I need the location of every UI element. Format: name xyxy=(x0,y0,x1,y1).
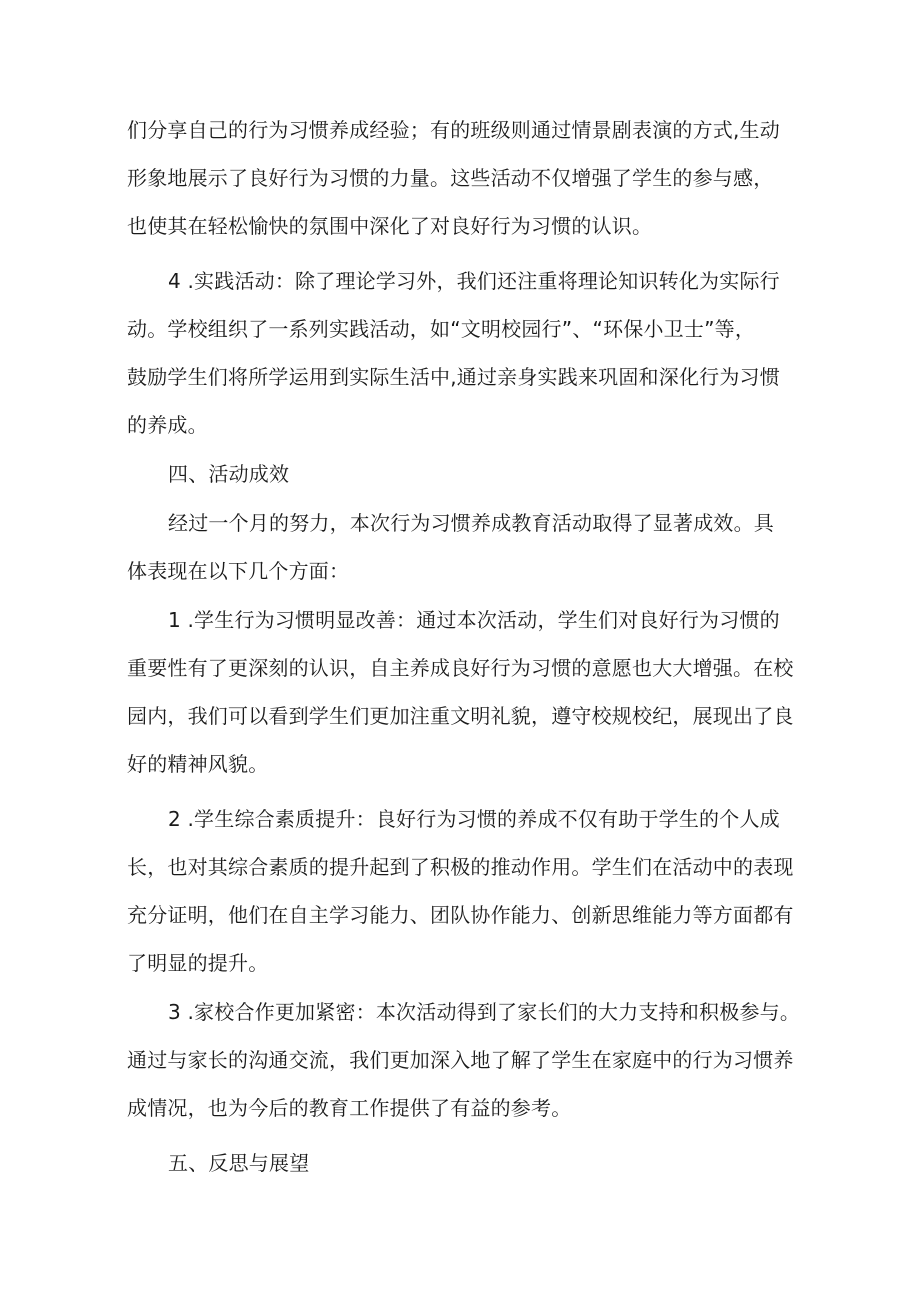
paragraph-line: 的养成。 xyxy=(127,413,208,437)
paragraph-line: 动。学校组织了一系列实践活动，如“文明校园行”、“环保小卫士”等， xyxy=(127,317,756,341)
paragraph-line: 通过与家长的沟通交流，我们更加深入地了解了学生在家庭中的行为习惯养 xyxy=(127,1048,794,1072)
paragraph-line: 充分证明，他们在自主学习能力、团队协作能力、创新思维能力等方面都有 xyxy=(127,903,794,927)
paragraph-line: 成情况，也为今后的教育工作提供了有益的参考。 xyxy=(127,1096,572,1120)
paragraph-line: 长，也对其综合素质的提升起到了积极的推动作用。学生们在活动中的表现 xyxy=(127,855,794,879)
paragraph-line: 重要性有了更深刻的认识，自主养成良好行为习惯的意愿也大大增强。在校 xyxy=(127,656,794,680)
list-item-overall-quality: 2 .学生综合素质提升：良好行为习惯的养成不仅有助于学生的个人成 xyxy=(168,807,780,831)
paragraph-line: 鼓励学生们将所学运用到实际生活中,通过亲身实践来巩固和深化行为习惯 xyxy=(127,365,780,389)
paragraph-line: 也使其在轻松愉快的氛围中深化了对良好行为习惯的认识。 xyxy=(127,214,653,238)
paragraph-line: 经过一个月的努力，本次行为习惯养成教育活动取得了显著成效。具 xyxy=(168,511,774,535)
paragraph-line: 们分享自己的行为习惯养成经验；有的班级则通过情景剧表演的方式,生动 xyxy=(127,118,780,142)
paragraph-line: 形象地展示了良好行为习惯的力量。这些活动不仅增强了学生的参与感， xyxy=(127,166,774,190)
list-item-home-school-cooperation: 3 .家校合作更加紧密：本次活动得到了家长们的大力支持和积极参与。 xyxy=(168,1000,801,1024)
section-heading-results: 四、活动成效 xyxy=(168,462,290,486)
paragraph-line: 了明显的提升。 xyxy=(127,951,269,975)
list-item-practice-activities: 4 .实践活动：除了理论学习外，我们还注重将理论知识转化为实际行 xyxy=(168,269,780,293)
paragraph-line: 好的精神风貌。 xyxy=(127,752,269,776)
paragraph-line: 体表现在以下几个方面： xyxy=(127,559,350,583)
paragraph-line: 园内，我们可以看到学生们更加注重文明礼貌，遵守校规校纪，展现出了良 xyxy=(127,704,794,728)
section-heading-reflection: 五、反思与展望 xyxy=(168,1151,310,1175)
list-item-behavior-improvement: 1 .学生行为习惯明显改善：通过本次活动，学生们对良好行为习惯的 xyxy=(168,608,780,632)
